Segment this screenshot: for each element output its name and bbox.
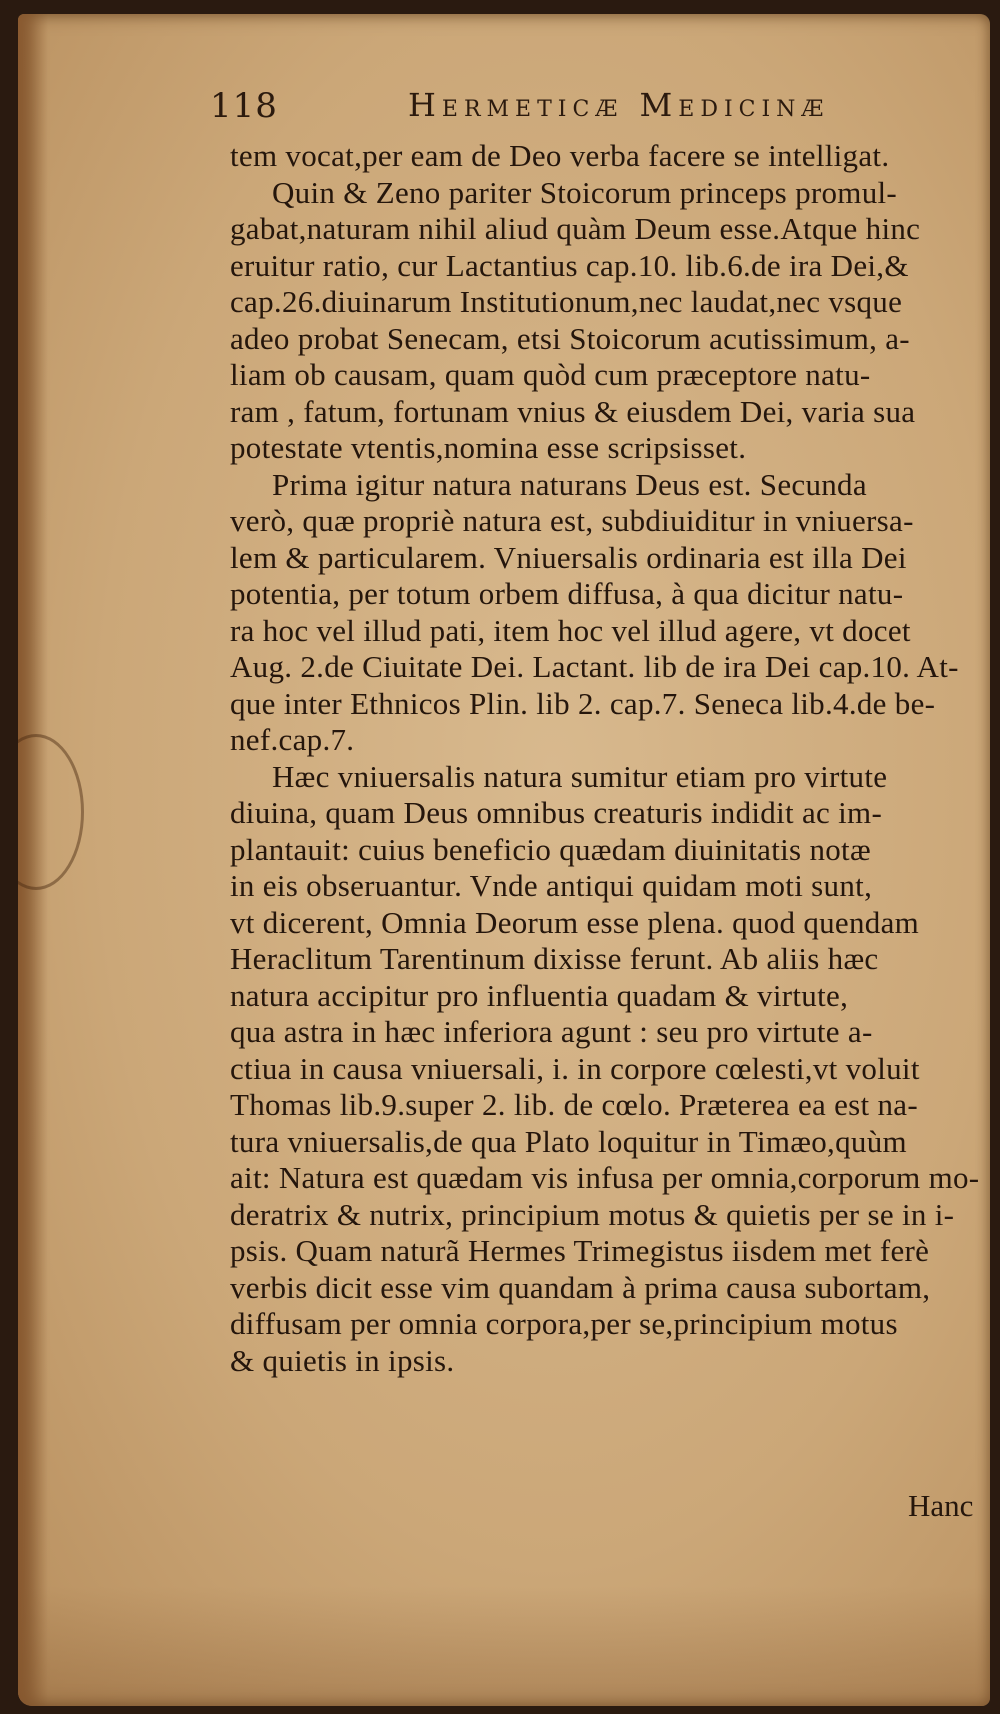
text-line: potentia, per totum orbem diffusa, à qua dicitur natu- bbox=[230, 576, 904, 611]
text-line: vt dicerent, Omnia Deorum esse plena. quod quendam bbox=[230, 904, 920, 940]
text-line: cap.26.diuinarum Institutionum,nec laudat,nec vsque bbox=[230, 284, 903, 319]
page-bottom-shade bbox=[18, 1586, 990, 1706]
text-line: ctiua in causa vniuersali, i. in corpore cœlesti,vt voluit bbox=[230, 1050, 920, 1086]
text-line: nef.cap.7. bbox=[230, 722, 355, 757]
text-line: Thomas lib.9.super 2. lib. de cœlo. Præterea ea est na- bbox=[230, 1087, 918, 1122]
text-line: que inter Ethnicos Plin. lib 2. cap.7. Seneca lib.4.de be- bbox=[230, 685, 936, 721]
text-line: lem & particularem. Vniuersalis ordinaria est illa Dei bbox=[230, 539, 907, 575]
text-line: ra hoc vel illud pati, item hoc vel illud agere, vt docet bbox=[230, 612, 911, 648]
text-line: verbis dicit esse vim quandam à prima causa subortam, bbox=[230, 1269, 931, 1305]
text-line: Hæc vniuersalis natura sumitur etiam pro virtute bbox=[272, 758, 888, 794]
text-line: & quietis in ipsis. bbox=[230, 1342, 455, 1378]
text-line: eruitur ratio, cur Lactantius cap.10. lib.6.de ira Dei,& bbox=[230, 247, 909, 283]
running-head: Hermeticæ Medicinæ bbox=[408, 86, 830, 124]
text-line: adeo probat Senecam, etsi Stoicorum acutissimum, a- bbox=[230, 320, 910, 356]
text-line: Aug. 2.de Ciuitate Dei. Lactant. lib de ira Dei cap.10. At- bbox=[230, 649, 959, 684]
text-line: potestate vtentis,nomina esse scripsisset. bbox=[230, 430, 747, 465]
text-line: psis. Quam naturã Hermes Trimegistus iisdem met ferè bbox=[230, 1233, 930, 1268]
page-number: 118 bbox=[210, 86, 278, 126]
text-line: in eis obseruantur. Vnde antiqui quidam moti sunt, bbox=[230, 868, 873, 903]
text-line: Prima igitur natura naturans Deus est. Secunda bbox=[272, 466, 867, 502]
text-line: diffusam per omnia corpora,per se,principium motus bbox=[230, 1306, 898, 1341]
text-line: ram , fatum, fortunam vnius & eiusdem Dei, varia sua bbox=[230, 393, 916, 429]
text-line: tem vocat,per eam de Deo verba facere se intelligat. bbox=[230, 138, 890, 173]
book-page bbox=[18, 14, 990, 1706]
text-line: ait: Natura est quædam vis infusa per omnia,corporum mo- bbox=[230, 1160, 980, 1195]
text-line: tura vniuersalis,de qua Plato loquitur in Timæo,quùm bbox=[230, 1123, 907, 1159]
text-line: liam ob causam, quam quòd cum præceptore natu- bbox=[230, 357, 871, 392]
text-line: Quin & Zeno pariter Stoicorum princeps promul- bbox=[272, 174, 898, 210]
text-line: natura accipitur pro influentia quadam & virtute, bbox=[230, 977, 849, 1013]
stain-ring bbox=[18, 734, 84, 890]
text-line: gabat,naturam nihil aliud quàm Deum esse.Atque hinc bbox=[230, 211, 921, 246]
page-header bbox=[18, 82, 990, 132]
text-line: diuina, quam Deus omnibus creaturis indidit ac im- bbox=[230, 795, 883, 830]
text-line: verò, quæ propriè natura est, subdiuiditur in vniuersa- bbox=[230, 503, 914, 538]
text-line: Heraclitum Tarentinum dixisse ferunt. Ab aliis hæc bbox=[230, 941, 879, 976]
catchword: Hanc bbox=[908, 1488, 974, 1523]
text-line: plantauit: cuius beneficio quædam diuinitatis notæ bbox=[230, 831, 871, 867]
body-text bbox=[230, 138, 982, 1379]
text-line: deratrix & nutrix, principium motus & quietis per se in i- bbox=[230, 1196, 955, 1232]
text-line: qua astra in hæc inferiora agunt : seu pro virtute a- bbox=[230, 1014, 873, 1049]
